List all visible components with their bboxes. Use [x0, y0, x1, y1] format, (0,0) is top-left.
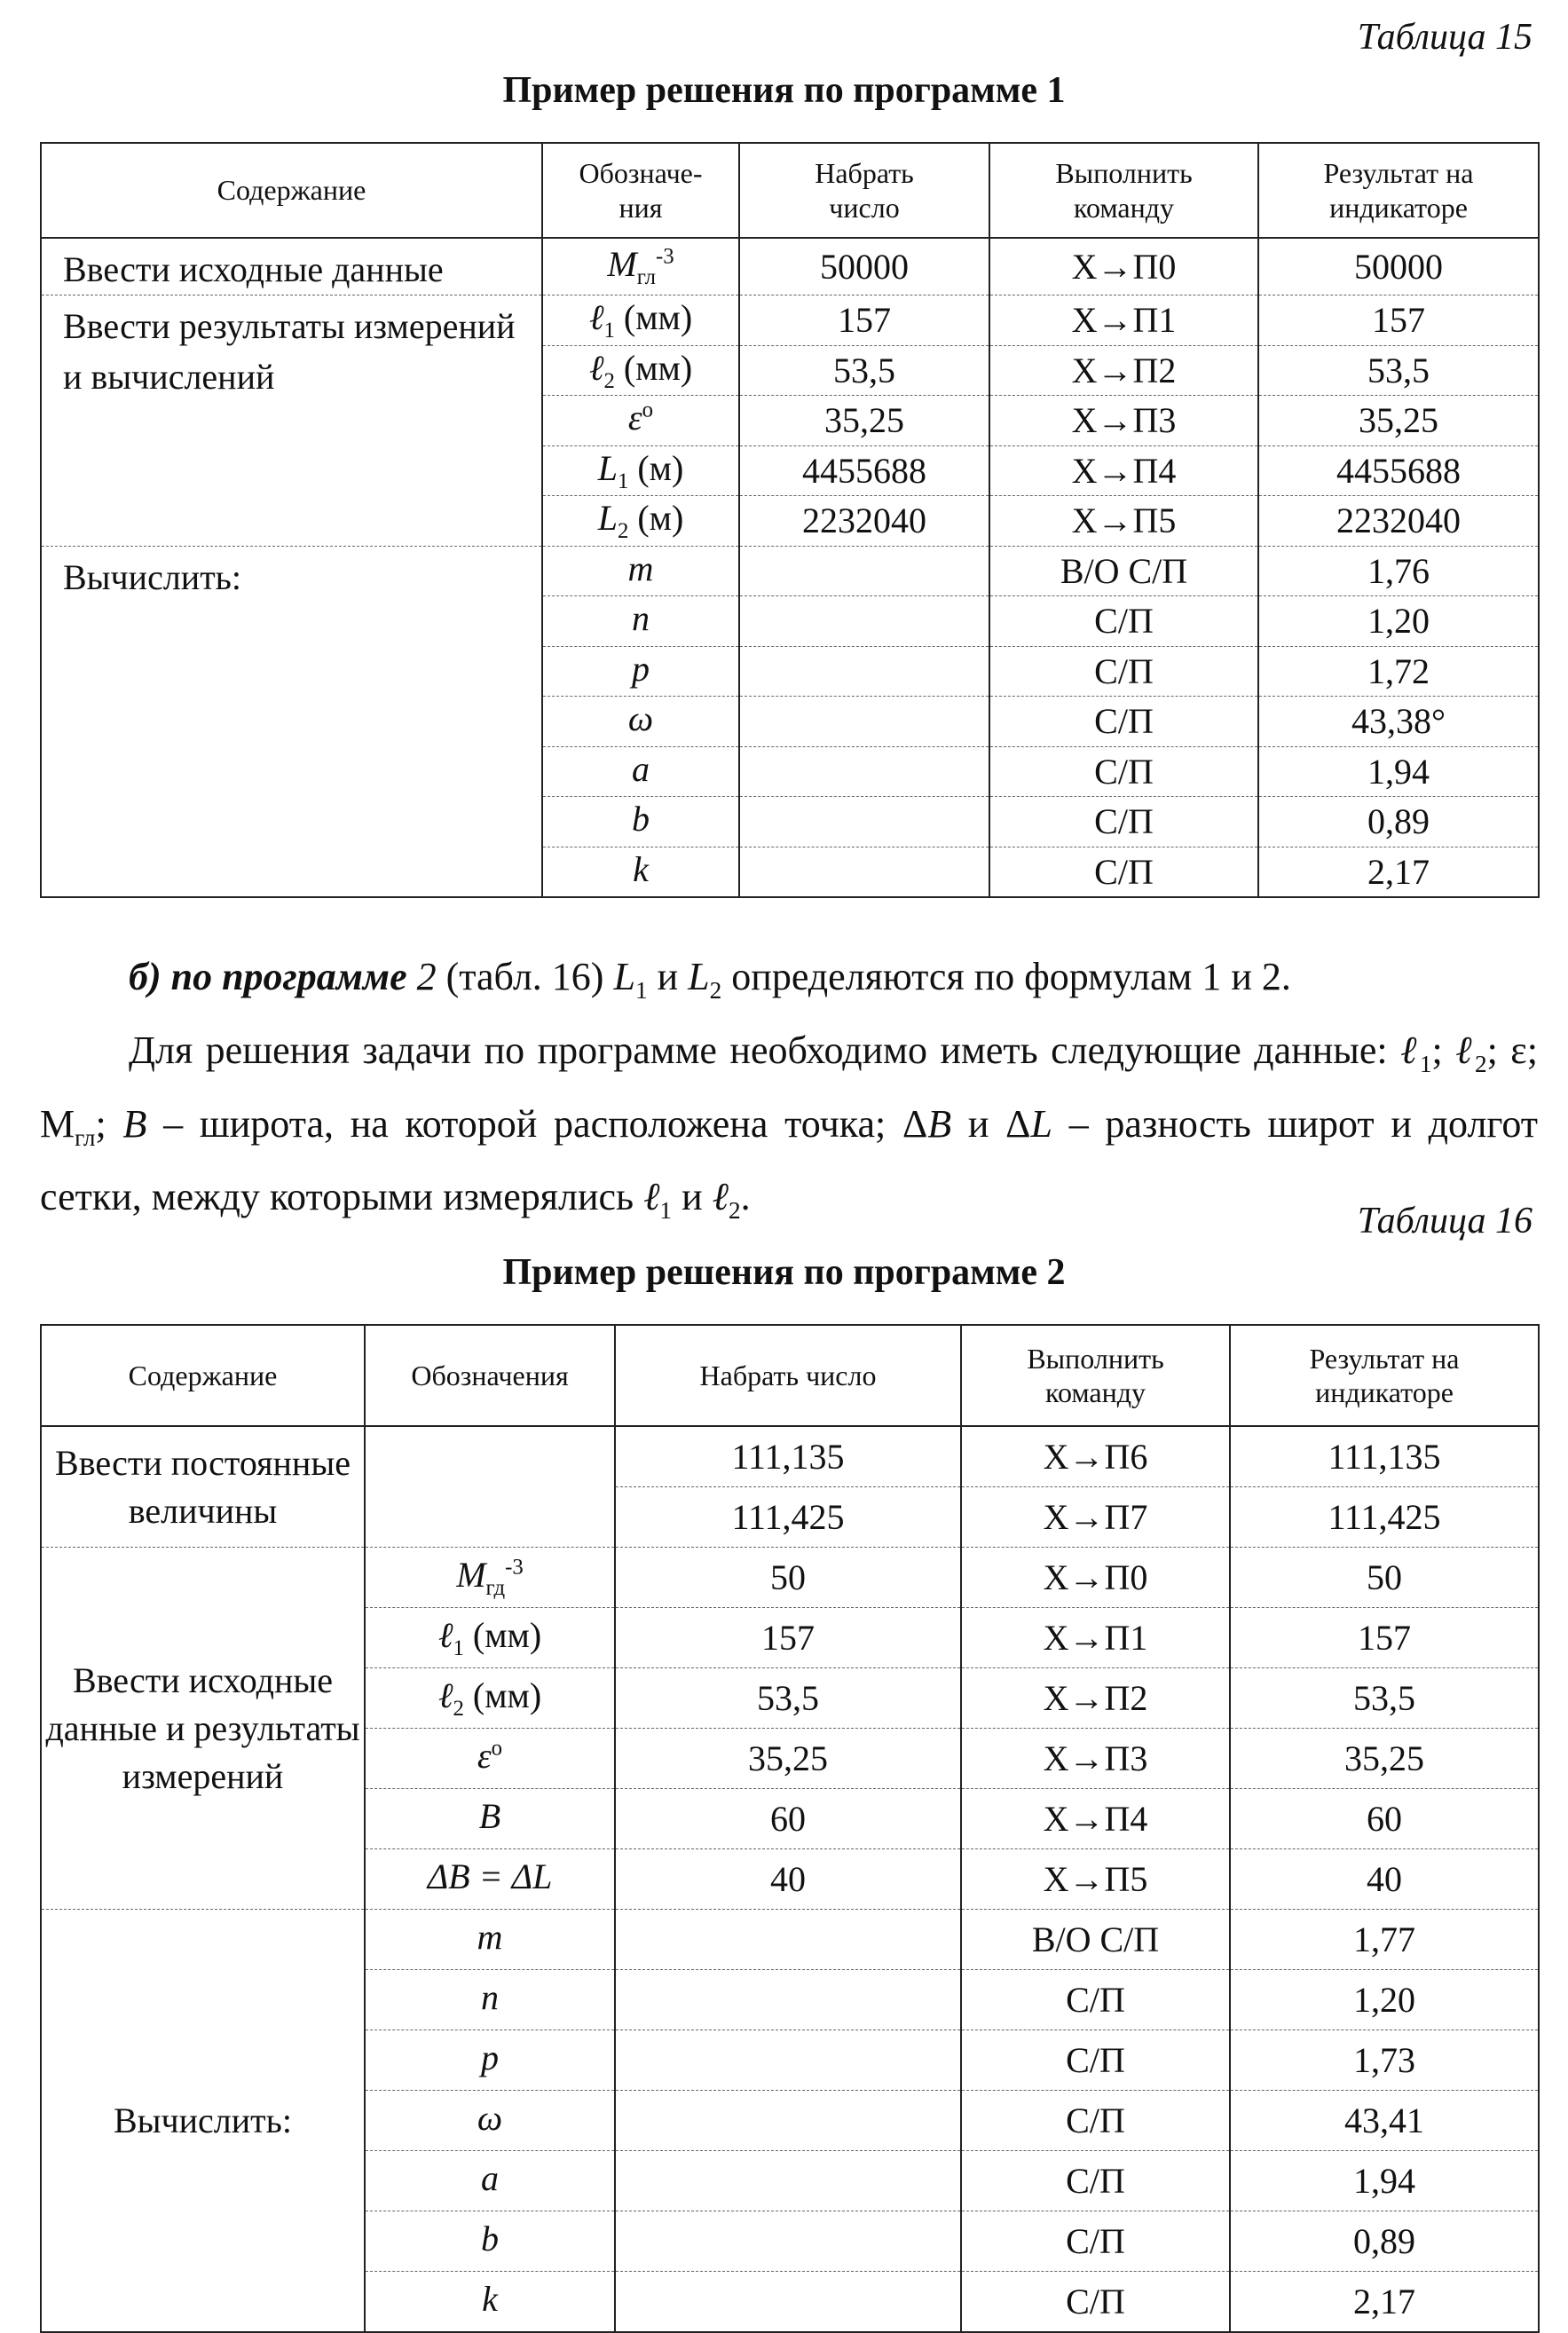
table-row: [41, 1548, 1539, 1608]
cell-result: 0,89: [1258, 797, 1539, 847]
cell-command: С/П: [989, 596, 1258, 647]
cell-result: 43,38°: [1258, 697, 1539, 747]
cell-command: X→П3: [989, 396, 1258, 446]
symbol: b: [632, 799, 650, 839]
symbol-unit: (мм): [463, 1675, 542, 1715]
paragraph-1-num: 2: [406, 955, 437, 998]
cell-command: X→П4: [961, 1789, 1230, 1849]
cell-result: 2,17: [1230, 2272, 1539, 2333]
cell-command: X→П1: [961, 1608, 1230, 1668]
symbol-unit: (м): [628, 498, 684, 539]
cell-command: С/П: [961, 2211, 1230, 2272]
symbol-B: B: [122, 1101, 147, 1146]
symbol: М: [456, 1555, 486, 1595]
symbol-superscript: o: [491, 1736, 503, 1761]
table-16: [40, 1324, 1540, 2333]
cell-command: С/П: [961, 2030, 1230, 2091]
cell-command: С/П: [961, 1970, 1230, 2030]
header-enter-number-text: Набрать число: [815, 157, 914, 224]
symbol-unit: (мм): [614, 347, 693, 388]
paragraph-1-lead: б) по программе: [129, 955, 407, 998]
group-measurements: Ввести результаты измерений и вычислений: [41, 296, 542, 547]
header-result: [1258, 143, 1539, 238]
symbol-unit: (м): [628, 447, 684, 488]
header-content: Содержание: [41, 143, 542, 238]
cell-number: [739, 546, 989, 596]
symbol: B: [478, 1796, 501, 1836]
cell-command: С/П: [961, 2091, 1230, 2151]
symbol: p: [632, 648, 650, 689]
cell-command: С/П: [961, 2272, 1230, 2333]
symbol: L: [597, 447, 618, 488]
text-run: – разность широт и долгот сетки, между которыми измерялись: [40, 1101, 1539, 1219]
table-15: [40, 142, 1540, 898]
cell-number: 157: [739, 296, 989, 346]
cell-command: X→П3: [961, 1729, 1230, 1789]
subscript: 2: [709, 976, 722, 1004]
symbol: ℓ: [588, 347, 604, 388]
cell-number: 50000: [739, 238, 989, 296]
cell-command: X→П4: [989, 445, 1258, 496]
symbol-unit: (мм): [463, 1615, 542, 1655]
cell-number: 53,5: [739, 345, 989, 396]
text-run: ;: [95, 1101, 123, 1146]
cell-command: X→П6: [961, 1426, 1230, 1487]
symbol: m: [627, 548, 654, 588]
table-15-title: Пример решения по программе 1: [502, 70, 1066, 111]
symbol: k: [633, 848, 649, 889]
text-run: Для решения задачи по программе необходимо иметь следующие данные:: [129, 1028, 1401, 1072]
subscript: 1: [1419, 1050, 1432, 1077]
header-execute-text: Выполнить команду: [1055, 157, 1193, 224]
symbol-L: L: [1030, 1101, 1052, 1146]
cell-number: [615, 2151, 961, 2211]
header-result-text: Результат на индикаторе: [1323, 157, 1474, 224]
cell-result: 1,94: [1230, 2151, 1539, 2211]
cell-designation: [542, 746, 739, 797]
cell-designation: [365, 1668, 615, 1729]
symbol: m: [477, 1917, 503, 1957]
symbol: p: [481, 2037, 499, 2077]
group-compute: Вычислить:: [41, 546, 542, 897]
symbol: ε: [627, 398, 642, 438]
text-run: ; ε; М: [40, 1028, 1539, 1146]
symbol: ω: [477, 2098, 503, 2138]
symbol-superscript: -3: [505, 1555, 524, 1580]
subscript: 1: [634, 976, 648, 1004]
cell-designation: [365, 2151, 615, 2211]
cell-designation: [542, 445, 739, 496]
symbol-ell: ℓ: [643, 1175, 660, 1219]
cell-result: 50000: [1258, 238, 1539, 296]
cell-designation: [365, 2272, 615, 2333]
cell-command: X→П0: [989, 238, 1258, 296]
header-enter-number: [739, 143, 989, 238]
cell-number: [739, 697, 989, 747]
paragraph-1-tail: определяются по формулам 1 и 2.: [721, 955, 1291, 998]
symbol: ℓ: [437, 1615, 453, 1655]
cell-result: 2232040: [1258, 496, 1539, 547]
table-16-title: Пример решения по программе 2: [502, 1252, 1066, 1293]
table-16-caption: Таблица 16: [1357, 1201, 1533, 1241]
cell-result: 1,77: [1230, 1910, 1539, 1970]
cell-designation: [365, 1608, 615, 1668]
subscript: 2: [728, 1197, 741, 1225]
cell-number: 2232040: [739, 496, 989, 547]
header-content: Содержание: [41, 1325, 365, 1426]
cell-command: В/О С/П: [989, 546, 1258, 596]
group-constants: Ввести постоянные величины: [41, 1426, 365, 1548]
text-run: – широта, на которой расположена точка; Δ: [146, 1101, 928, 1146]
symbol-subscript: 2: [453, 1697, 464, 1721]
cell-designation: [542, 396, 739, 446]
cell-number: [739, 847, 989, 897]
subscript: гл: [75, 1123, 96, 1151]
symbol-subscript: 1: [603, 319, 615, 343]
table-row: [41, 238, 1539, 296]
cell-designation: [365, 2091, 615, 2151]
cell-command: С/П: [989, 746, 1258, 797]
cell-designation: [542, 797, 739, 847]
cell-number: 35,25: [739, 396, 989, 446]
symbol-ell: ℓ: [712, 1175, 729, 1219]
symbol: ℓ: [588, 297, 604, 338]
header-designation: [542, 143, 739, 238]
cell-number: 111,135: [615, 1426, 961, 1487]
symbol: n: [481, 1977, 499, 2017]
cell-designation: [542, 345, 739, 396]
subscript: 1: [659, 1197, 673, 1225]
cell-number: 40: [615, 1849, 961, 1910]
header-execute: [989, 143, 1258, 238]
cell-command: X→П0: [961, 1548, 1230, 1608]
cell-result: 4455688: [1258, 445, 1539, 496]
cell-command: X→П5: [961, 1849, 1230, 1910]
cell-command: X→П1: [989, 296, 1258, 346]
cell-result: 111,135: [1230, 1426, 1539, 1487]
cell-result: 1,73: [1230, 2030, 1539, 2091]
cell-number: [739, 646, 989, 697]
cell-designation: [542, 596, 739, 647]
cell-designation: [542, 496, 739, 547]
table-row: [41, 1426, 1539, 1487]
cell-number: 50: [615, 1548, 961, 1608]
cell-result: 157: [1258, 296, 1539, 346]
symbol-unit: (мм): [614, 297, 693, 338]
group-input: Ввести исходные данные и результаты измерений: [41, 1548, 365, 1910]
symbol-subscript: 2: [603, 368, 615, 393]
cell-designation: [542, 546, 739, 596]
cell-result: 35,25: [1258, 396, 1539, 446]
group-input: Ввести исходные данные: [41, 238, 542, 296]
symbol: L: [597, 498, 618, 539]
cell-designation: [365, 1910, 615, 1970]
table-row: [41, 546, 1539, 596]
cell-number: [615, 1970, 961, 2030]
cell-designation: [365, 1789, 615, 1849]
paragraph-2: [40, 1021, 1538, 1241]
text-run: .: [740, 1175, 751, 1219]
symbol: n: [632, 598, 650, 639]
cell-command: С/П: [989, 697, 1258, 747]
symbol-ell: ℓ: [1455, 1028, 1475, 1072]
symbol-ell: ℓ: [1400, 1028, 1420, 1072]
header-result-text: Результат на индикаторе: [1309, 1342, 1460, 1408]
cell-number: [615, 2211, 961, 2272]
subscript: 2: [1474, 1050, 1487, 1077]
header-execute: [961, 1325, 1230, 1426]
cell-designation: [365, 1849, 615, 1910]
group-compute: Вычислить:: [41, 1910, 365, 2333]
cell-result: 43,41: [1230, 2091, 1539, 2151]
cell-number: 4455688: [739, 445, 989, 496]
cell-designation: [542, 847, 739, 897]
cell-result: 1,94: [1258, 746, 1539, 797]
cell-result: 60: [1230, 1789, 1539, 1849]
symbol: ε: [477, 1736, 492, 1776]
cell-number: 60: [615, 1789, 961, 1849]
symbol-superscript: -3: [655, 244, 674, 269]
symbol-L: L: [688, 955, 710, 998]
symbol: М: [607, 244, 637, 284]
cell-designation: [542, 697, 739, 747]
cell-number: [739, 596, 989, 647]
cell-result: 35,25: [1230, 1729, 1539, 1789]
header-designation: Обозначения: [365, 1325, 615, 1426]
text-run: и: [672, 1175, 713, 1219]
cell-designation: [365, 2030, 615, 2091]
paragraph-1-and: и: [647, 955, 689, 998]
paragraph-1-ref: (табл. 16): [436, 955, 614, 998]
symbol: b: [481, 2219, 499, 2258]
cell-result: 53,5: [1230, 1668, 1539, 1729]
cell-designation: [542, 296, 739, 346]
header-execute-text: Выполнить команду: [1027, 1342, 1164, 1408]
cell-number: 53,5: [615, 1668, 961, 1729]
text-run: и Δ: [951, 1101, 1031, 1146]
cell-command: С/П: [989, 646, 1258, 697]
symbol-subscript: 1: [453, 1636, 464, 1660]
cell-command: С/П: [989, 847, 1258, 897]
symbol-subscript: гл: [636, 265, 656, 289]
text-run: ;: [1431, 1028, 1456, 1072]
symbol-B: B: [927, 1101, 952, 1146]
cell-number: 157: [615, 1608, 961, 1668]
cell-result: 1,72: [1258, 646, 1539, 697]
cell-command: X→П5: [989, 496, 1258, 547]
cell-designation: [542, 646, 739, 697]
cell-designation: [542, 238, 739, 296]
symbol-L: L: [613, 955, 635, 998]
table-row: [41, 296, 1539, 346]
header-result: [1230, 1325, 1539, 1426]
cell-command: X→П2: [961, 1668, 1230, 1729]
cell-result: 53,5: [1258, 345, 1539, 396]
table-15-caption: Таблица 15: [1357, 17, 1533, 58]
cell-result: 1,20: [1258, 596, 1539, 647]
symbol: ΔB = ΔL: [427, 1856, 553, 1896]
cell-result: 40: [1230, 1849, 1539, 1910]
cell-number: [615, 2091, 961, 2151]
cell-designation: [365, 1426, 615, 1548]
cell-designation: [365, 1548, 615, 1608]
cell-result: 2,17: [1258, 847, 1539, 897]
symbol: a: [632, 748, 650, 789]
symbol-subscript: 2: [617, 519, 629, 544]
header-designation-text: Обозначе-ния: [579, 157, 703, 224]
cell-result: 1,20: [1230, 1970, 1539, 2030]
symbol: k: [482, 2279, 498, 2319]
cell-number: 111,425: [615, 1487, 961, 1548]
body-text: [40, 947, 1538, 1241]
table-row: [41, 1910, 1539, 1970]
cell-command: С/П: [961, 2151, 1230, 2211]
cell-designation: [365, 1970, 615, 2030]
cell-number: [615, 1910, 961, 1970]
cell-result: 111,425: [1230, 1487, 1539, 1548]
cell-number: [739, 797, 989, 847]
cell-result: 0,89: [1230, 2211, 1539, 2272]
cell-command: X→П2: [989, 345, 1258, 396]
symbol: ℓ: [437, 1675, 453, 1715]
symbol: ω: [627, 698, 654, 739]
cell-result: 1,76: [1258, 546, 1539, 596]
cell-command: С/П: [989, 797, 1258, 847]
header-enter-number: Набрать число: [615, 1325, 961, 1426]
cell-command: X→П7: [961, 1487, 1230, 1548]
cell-number: [615, 2272, 961, 2333]
symbol-superscript: o: [642, 398, 654, 422]
paragraph-1: [40, 947, 1538, 1021]
symbol: a: [481, 2158, 499, 2198]
cell-number: 35,25: [615, 1729, 961, 1789]
cell-command: В/О С/П: [961, 1910, 1230, 1970]
cell-result: 157: [1230, 1608, 1539, 1668]
cell-designation: [365, 2211, 615, 2272]
cell-result: 50: [1230, 1548, 1539, 1608]
cell-number: [615, 2030, 961, 2091]
cell-designation: [365, 1729, 615, 1789]
cell-number: [739, 746, 989, 797]
symbol-subscript: гд: [485, 1576, 506, 1600]
symbol-subscript: 1: [617, 469, 629, 493]
